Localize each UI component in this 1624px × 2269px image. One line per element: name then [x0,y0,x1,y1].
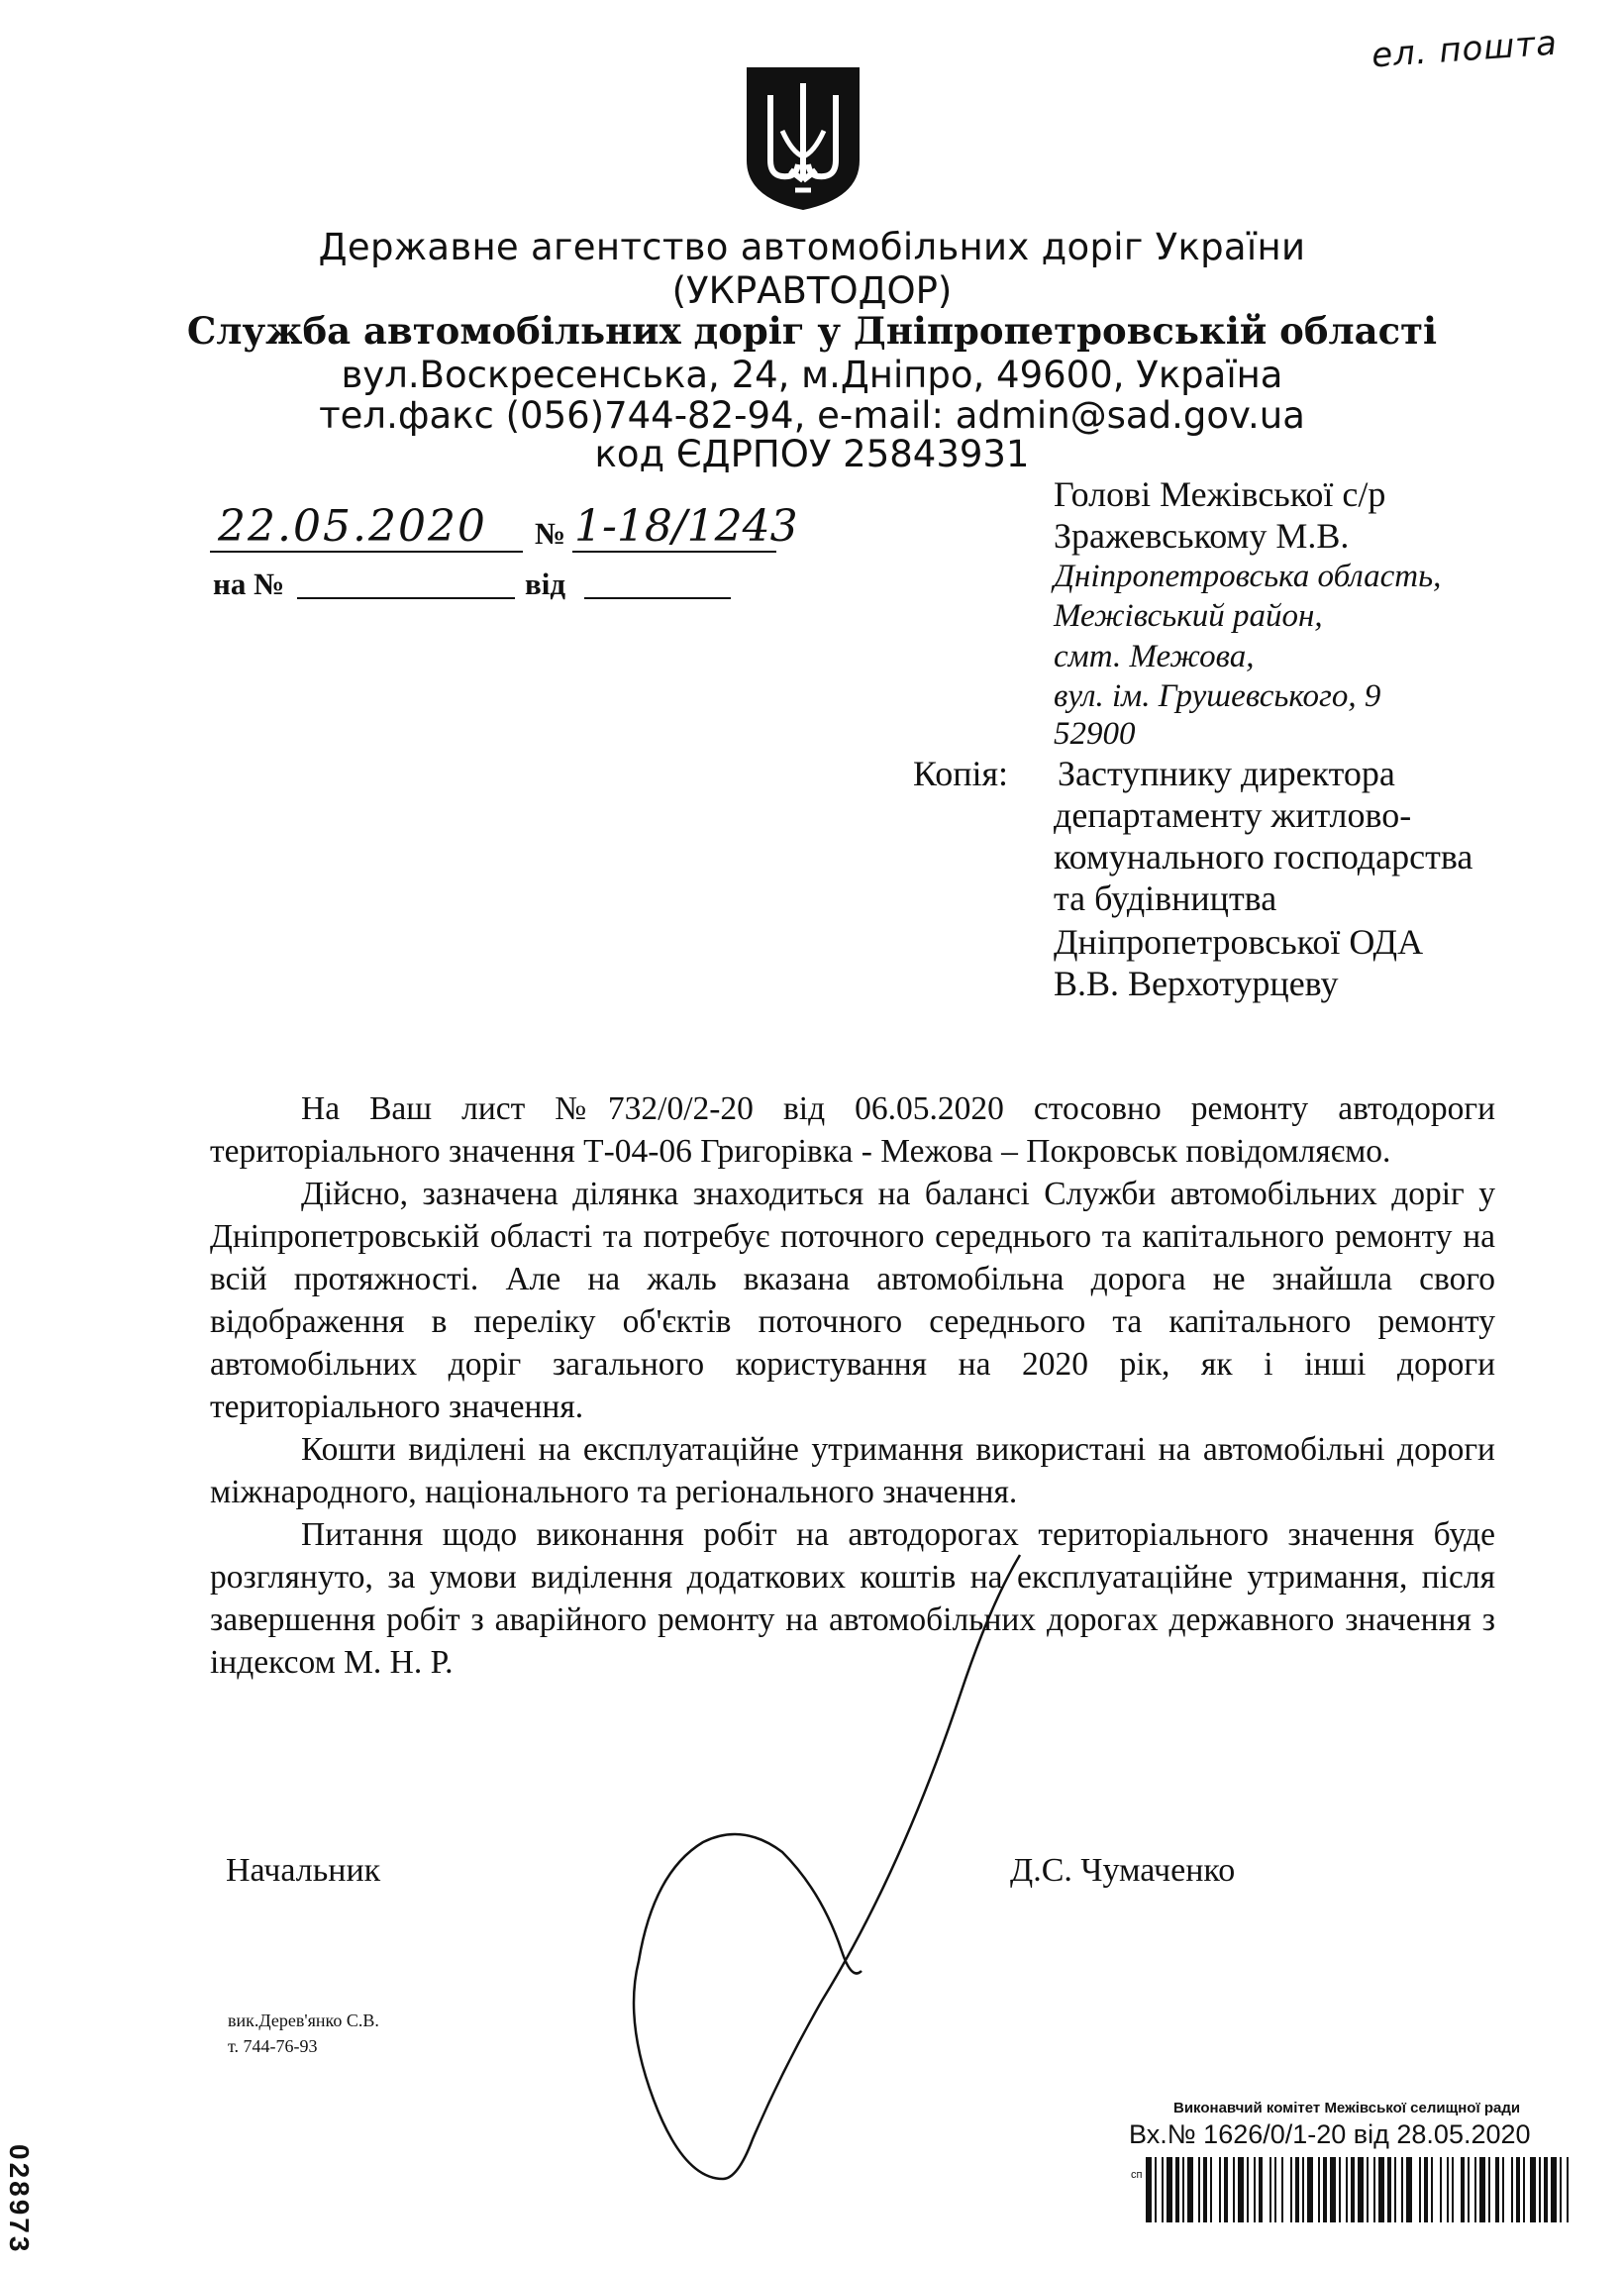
reference-date-line [584,597,731,599]
outgoing-number-label: № [535,516,566,551]
side-document-number: 028973 [4,2144,35,2255]
stamp-registration-number: Вх.№ 1626/0/1-20 від 28.05.2020 [1129,2119,1531,2149]
signatory-name: Д.С. Чумаченко [1010,1852,1236,1889]
body-paragraph: На Ваш лист №732/0/2-20 від 06.05.2020 стосовно ремонту автодороги територіального значення Т-04-06 Григорівка - Межова – Покровськ повідомляємо. [210,1090,1495,1170]
stamp-organization: Виконавчий комітет Межівської селищної ради [1173,2100,1521,2116]
body-paragraph: Питання щодо виконання робіт на автодорогах територіального значення буде розглянуто, за умови виділення додаткових коштів на експлуатаційне утримання, після завершення робіт з аварійного ремонту на автомобільних дорогах державного значення з індексом М. Н. Р. [210,1516,1495,1681]
copy-recipient-line: та будівництва [1054,878,1277,918]
number-underline [572,551,776,553]
agency-name: Державне агентство автомобільних доріг України [318,226,1306,268]
body-paragraph: Дійсно, зазначена ділянка знаходиться на балансі Служби автомобільних доріг у Дніпропетровській області та потребує поточного середнього та капітального ремонту на всій протяжності. Але на жаль вказана автомобільна дорога не знайшла свого відображення в переліку об'єктів поточного середнього та капітального ремонту автомобільних доріг загального користування на 2020 рік, як і інші дороги територіального значення. [210,1176,1495,1425]
copy-recipient-line: комунального господарства [1054,837,1473,877]
copy-recipient-line: Дніпропетровської ОДА [1054,922,1424,962]
signatory-title: Начальник [226,1852,381,1889]
reference-number-line [297,597,515,599]
addressee-address-line: Межівський район, [1054,598,1323,634]
service-name: Служба автомобільних доріг у Дніпропетровській області [186,309,1438,353]
outgoing-number: 1-18/1243 [574,501,798,552]
addressee-name: Зражевському М.В. [1054,516,1350,556]
addressee-address-line: смт. Межова, [1054,639,1255,674]
barcode-icon [1146,2157,1570,2222]
date-underline [210,551,523,553]
addressee-postcode: 52900 [1054,716,1136,752]
outgoing-date: 22.05.2020 [218,501,487,552]
addressee-position: Голові Межівської с/р [1054,474,1386,514]
copy-label: Копія: [913,754,1009,793]
handwritten-signature [555,1545,1030,2199]
stamp-code: сп [1131,2169,1143,2181]
copy-recipient-line: Заступнику директора [1058,754,1395,793]
coat-of-arms-icon [741,61,865,215]
copy-recipient-line: департаменту житлово- [1054,795,1412,835]
body-paragraph: Кошти виділені на експлуатаційне утримання використані на автомобільні дороги міжнародного, національного та регіонального значення. [210,1431,1495,1510]
copy-recipient-line: В.В. Верхотурцеву [1054,964,1339,1003]
executor-phone: т. 744-76-93 [228,2036,318,2056]
addressee-address-line: вул. ім. Грушевського, 9 [1054,678,1381,714]
service-contacts: тел.факс (056)744-82-94, e-mail: admin@sad.gov.ua [319,394,1305,437]
agency-short-name: (УКРАВТОДОР) [671,269,953,312]
reference-number-label: на № [213,567,285,601]
executor-name: вик.Дерев'янко С.В. [228,2011,379,2030]
service-address: вул.Воскресенська, 24, м.Дніпро, 49600, Україна [341,354,1283,396]
reference-from-label: від [525,567,566,601]
addressee-address-line: Дніпропетровська область, [1054,559,1442,594]
service-edrpou: код ЄДРПОУ 25843931 [594,433,1030,475]
handwritten-corner-note: ел. пошта [1370,23,1560,76]
